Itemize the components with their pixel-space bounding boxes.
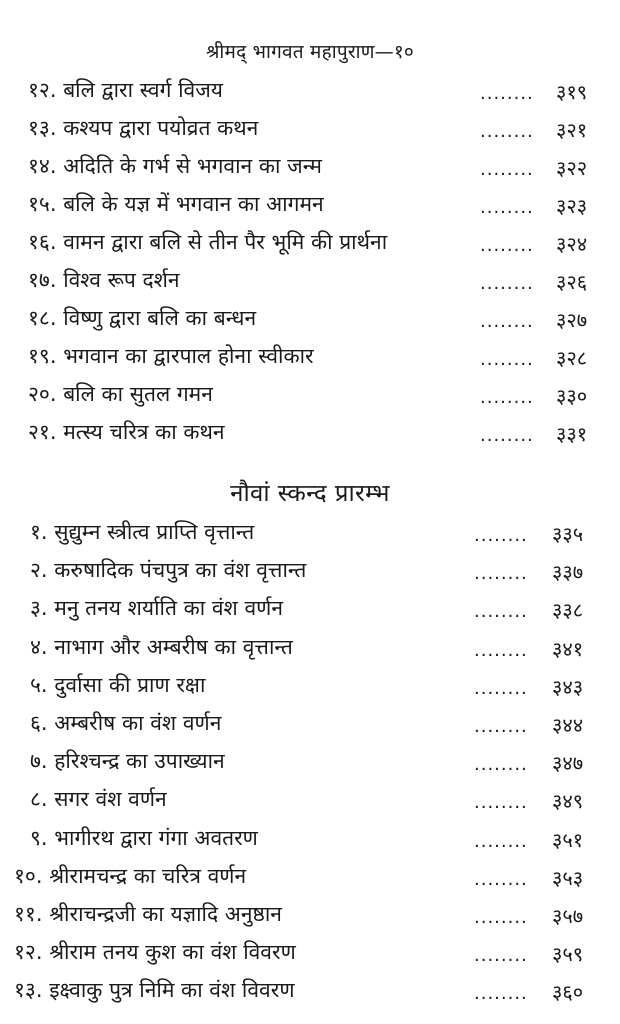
toc-entry-page-number: ३३७ xyxy=(552,560,584,585)
toc-entry-title: १२. श्रीराम तनय कुश का वंश विवरण xyxy=(14,940,296,965)
toc-entry-leader-dots: ........ xyxy=(480,425,534,446)
toc-entry-leader-dots: ........ xyxy=(474,983,528,1005)
toc-entry-title: १०. श्रीरामचन्द्र का चरित्र वर्णन xyxy=(14,863,247,888)
toc-entry-leader-dots: ........ xyxy=(480,83,534,104)
toc-entry-leader-dots: ........ xyxy=(480,349,534,370)
toc-entry-title: २१. मत्स्य चरित्र का कथन xyxy=(28,420,225,444)
toc-entry-page-number: ३३० xyxy=(556,384,588,408)
toc-entry-title: १५. बलि के यज्ञ में भगवान का आगमन xyxy=(28,192,324,216)
toc-entry-page-number: ३५७ xyxy=(552,903,584,928)
toc-entry-page-number: ३२३ xyxy=(556,194,588,218)
toc-entry-leader-dots: ........ xyxy=(480,121,534,142)
toc-entry-title: १७. विश्व रूप दर्शन xyxy=(28,268,180,292)
toc-entry-leader-dots: ........ xyxy=(474,525,528,546)
toc-entry-leader-dots: ........ xyxy=(474,601,528,623)
toc-entry xyxy=(0,934,620,972)
toc-entry-title: ५. दुर्वासा की प्राण रक्षा xyxy=(30,672,206,697)
toc-entry-page-number: ३२१ xyxy=(556,118,588,142)
toc-entry-leader-dots: ........ xyxy=(480,235,534,256)
toc-entry-title: ७. हरिश्चन्द्र का उपाख्यान xyxy=(30,749,225,774)
toc-entry xyxy=(0,705,620,743)
toc-entry xyxy=(0,858,620,896)
toc-entry-title: १२. बलि द्वारा स्वर्ग विजय xyxy=(28,78,223,102)
toc-entry xyxy=(0,743,620,781)
toc-entry xyxy=(0,667,620,705)
toc-entry xyxy=(0,896,620,934)
toc-entry-title: ४. नाभाग और अम्बरीष का वृत्तान्त xyxy=(30,634,293,659)
toc-entry xyxy=(0,338,620,376)
toc-entry-page-number: ३२६ xyxy=(556,270,588,294)
toc-entry-title: २. करुषादिक पंचपुत्र का वंश वृत्तान्त xyxy=(30,558,307,583)
toc-entry xyxy=(0,514,620,552)
toc-entry-leader-dots: ........ xyxy=(480,273,534,294)
toc-entry-leader-dots: ........ xyxy=(480,387,534,408)
toc-entry-page-number: ३५३ xyxy=(552,865,584,890)
toc-entry-page-number: ३३१ xyxy=(556,422,588,446)
toc-entry-title: ८. सगर वंश वर्णन xyxy=(30,787,167,812)
toc-entry-title: १८. विष्णु द्वारा बलि का बन्धन xyxy=(28,306,257,330)
toc-entry-title: ३. मनु तनय शर्याति का वंश वर्णन xyxy=(30,596,284,621)
toc-entry xyxy=(0,262,620,300)
toc-entry-page-number: ३२८ xyxy=(556,346,588,370)
toc-entry-title: १४. अदिति के गर्भ से भगवान का जन्म xyxy=(28,154,322,178)
toc-entry-leader-dots: ........ xyxy=(480,159,534,180)
toc-entry-page-number: ३५९ xyxy=(552,942,584,967)
toc-entry xyxy=(0,972,620,1010)
toc-entry-title: १९. भगवान का द्वारपाल होना स्वीकार xyxy=(28,344,314,368)
toc-entry-leader-dots: ........ xyxy=(474,715,528,737)
toc-entry-page-number: ३२४ xyxy=(556,232,588,256)
toc-entry-page-number: ३४१ xyxy=(552,636,584,661)
toc-entry xyxy=(0,224,620,262)
toc-list-part1 xyxy=(0,72,620,452)
toc-entry xyxy=(0,110,620,148)
toc-entry xyxy=(0,552,620,590)
toc-entry-page-number: ३४९ xyxy=(552,789,584,814)
toc-entry xyxy=(0,414,620,452)
toc-entry xyxy=(0,72,620,110)
toc-entry xyxy=(0,186,620,224)
toc-entry-title: ११. श्रीराचन्द्रजी का यज्ञादि अनुष्ठान xyxy=(14,901,282,926)
toc-entry-title: १३. कश्यप द्वारा पयोव्रत कथन xyxy=(28,116,259,140)
toc-entry xyxy=(0,300,620,338)
toc-list-part2 xyxy=(0,514,620,1010)
toc-entry-page-number: ३३५ xyxy=(552,522,584,546)
toc-entry-leader-dots: ........ xyxy=(480,197,534,218)
toc-entry-page-number: ३५१ xyxy=(552,827,584,852)
toc-entry-title: १३. इक्ष्वाकु पुत्र निमि का वंश विवरण xyxy=(14,978,295,1003)
toc-entry-page-number: ३४४ xyxy=(552,712,584,737)
toc-entry-title: २०. बलि का सुतल गमन xyxy=(28,382,213,406)
toc-entry-page-number: ३४७ xyxy=(552,751,584,776)
toc-entry-title: ६. अम्बरीष का वंश वर्णन xyxy=(30,710,222,735)
toc-entry-page-number: ३२२ xyxy=(556,156,588,180)
toc-entry-page-number: ३१९ xyxy=(556,80,588,104)
toc-entry xyxy=(0,820,620,858)
toc-entry xyxy=(0,781,620,819)
toc-entry-leader-dots: ........ xyxy=(474,677,528,699)
toc-entry-leader-dots: ........ xyxy=(474,563,528,585)
toc-entry-leader-dots: ........ xyxy=(474,868,528,890)
toc-entry-page-number: ३३८ xyxy=(552,598,584,623)
toc-entry-leader-dots: ........ xyxy=(474,830,528,852)
toc-entry-leader-dots: ........ xyxy=(474,792,528,814)
toc-entry-leader-dots: ........ xyxy=(474,906,528,928)
toc-entry-leader-dots: ........ xyxy=(474,639,528,661)
section-heading: नौवां स्कन्द प्रारम्भ xyxy=(230,479,390,507)
toc-entry-page-number: ३४३ xyxy=(552,674,584,699)
toc-entry xyxy=(0,629,620,667)
toc-entry-page-number: ३६० xyxy=(552,980,584,1005)
toc-entry xyxy=(0,376,620,414)
toc-entry-title: १. सुद्युम्न स्त्रीत्व प्राप्ति वृत्तान्त xyxy=(30,520,255,544)
toc-entry-page-number: ३२७ xyxy=(556,308,588,332)
toc-entry-leader-dots: ........ xyxy=(480,311,534,332)
toc-entry-leader-dots: ........ xyxy=(474,754,528,776)
toc-entry xyxy=(0,148,620,186)
toc-entry-title: ९. भागीरथ द्वारा गंगा अवतरण xyxy=(30,825,258,850)
running-header: श्रीमद् भागवत महापुराण—१० xyxy=(205,41,415,63)
toc-entry xyxy=(0,590,620,628)
toc-entry-leader-dots: ........ xyxy=(474,945,528,967)
toc-entry-title: १६. वामन द्वारा बलि से तीन पैर भूमि की प्रार्थना xyxy=(28,230,388,254)
